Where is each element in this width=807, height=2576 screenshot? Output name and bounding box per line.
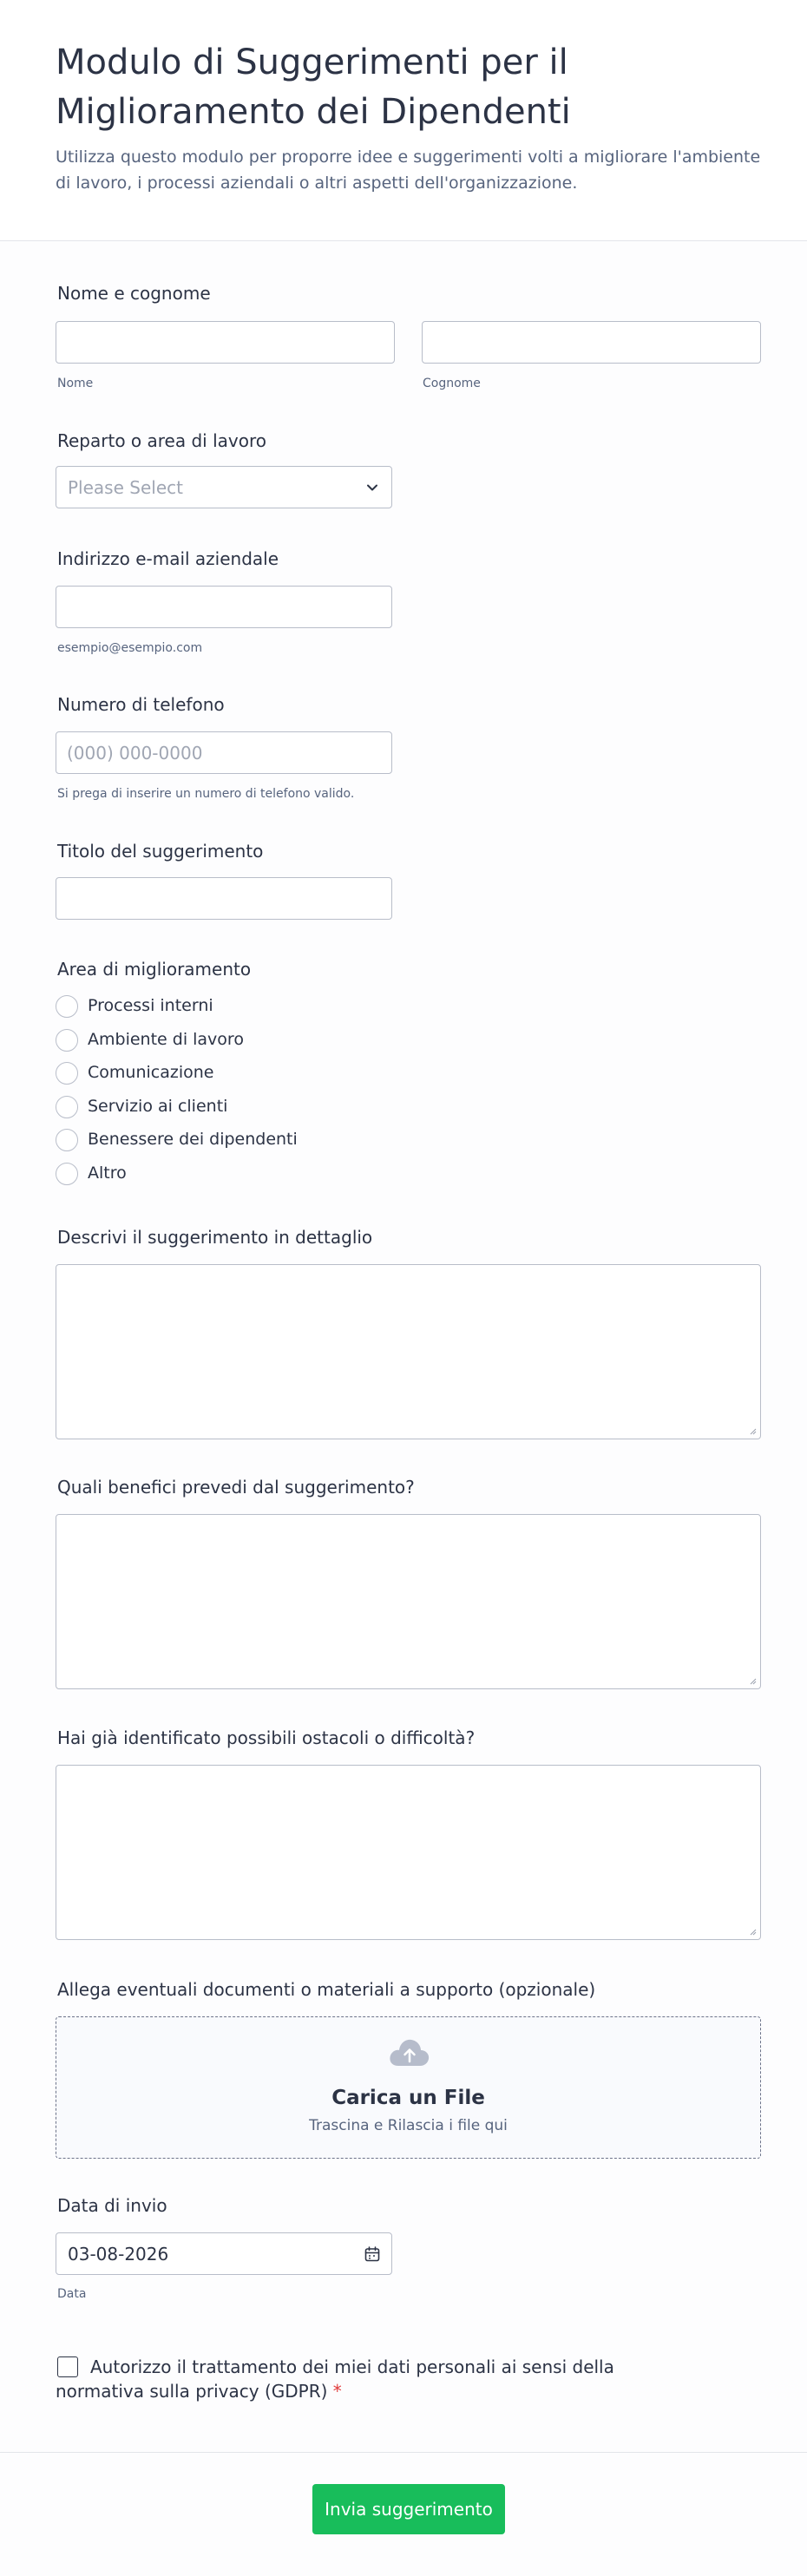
- date-value: 03-08-2026: [68, 2244, 169, 2265]
- benefits-textarea[interactable]: [56, 1514, 761, 1689]
- calendar-icon[interactable]: [364, 2245, 381, 2263]
- first-name-sublabel: Nome: [57, 377, 94, 390]
- submit-button[interactable]: Invia suggerimento: [312, 2484, 505, 2534]
- email-sublabel: esempio@esempio.com: [57, 641, 203, 655]
- upload-subtitle: Trascina e Rilascia i file qui: [309, 2117, 508, 2134]
- email-input[interactable]: [56, 586, 392, 628]
- email-label: Indirizzo e-mail aziendale: [57, 548, 279, 569]
- cloud-upload-icon: [388, 2036, 431, 2071]
- attachment-label: Allega eventuali documenti o materiali a supporto (opzionale): [57, 1979, 596, 2000]
- name-label: Nome e cognome: [57, 283, 211, 304]
- department-select[interactable]: [56, 466, 392, 508]
- chevron-down-icon: [364, 479, 381, 496]
- file-upload-dropzone[interactable]: [56, 2016, 761, 2159]
- radio-button[interactable]: [56, 1062, 78, 1085]
- consent-label: Autorizzo il trattamento dei miei dati personali ai sensi della normativa sulla privacy (GDPR): [56, 2356, 614, 2402]
- suggestion-title-label: Titolo del suggerimento: [57, 841, 264, 862]
- footer-divider: [0, 2452, 807, 2453]
- obstacles-label: Hai già identificato possibili ostacoli o difficoltà?: [57, 1727, 476, 1748]
- upload-title: Carica un File: [331, 2087, 485, 2109]
- required-asterisk: *: [332, 2381, 342, 2402]
- radio-button[interactable]: [56, 995, 78, 1018]
- benefits-label: Quali benefici prevedi dal suggerimento?: [57, 1477, 415, 1498]
- department-label: Reparto o area di lavoro: [57, 430, 266, 451]
- first-name-input[interactable]: [56, 321, 395, 364]
- radio-option-label: Benessere dei dipendenti: [88, 1130, 298, 1149]
- form-header: [0, 0, 807, 241]
- last-name-input[interactable]: [422, 321, 761, 364]
- description-textarea[interactable]: [56, 1264, 761, 1439]
- obstacles-textarea[interactable]: [56, 1765, 761, 1940]
- radio-button[interactable]: [56, 1129, 78, 1151]
- date-label: Data di invio: [57, 2195, 167, 2216]
- date-input[interactable]: [56, 2232, 392, 2275]
- radio-option-label: Servizio ai clienti: [88, 1097, 228, 1116]
- radio-option-label: Processi interni: [88, 996, 213, 1015]
- resize-handle-icon[interactable]: [748, 1927, 757, 1936]
- phone-input[interactable]: [56, 731, 392, 774]
- improvement-area-label: Area di miglioramento: [57, 959, 252, 980]
- radio-option-label: Comunicazione: [88, 1063, 214, 1082]
- radio-button[interactable]: [56, 1096, 78, 1118]
- resize-handle-icon[interactable]: [748, 1426, 757, 1435]
- radio-option-label: Ambiente di lavoro: [88, 1030, 244, 1049]
- radio-button[interactable]: [56, 1029, 78, 1052]
- consent-text: [56, 2355, 680, 2403]
- suggestion-title-input[interactable]: [56, 877, 392, 920]
- form-description: Utilizza questo modulo per proporre idee e suggerimenti volti a migliorare l'ambiente di lavoro, i processi aziendali o altri aspetti dell'organizzazione.: [56, 147, 761, 193]
- phone-sublabel: Si prega di inserire un numero di telefono valido.: [57, 787, 355, 801]
- date-sublabel: Data: [57, 2287, 87, 2301]
- form-title: Modulo di Suggerimenti per il Miglioramento dei Dipendenti: [56, 43, 571, 132]
- department-select-value: Please Select: [68, 477, 183, 498]
- last-name-sublabel: Cognome: [423, 377, 481, 390]
- resize-handle-icon[interactable]: [748, 1676, 757, 1685]
- phone-label: Numero di telefono: [57, 694, 225, 715]
- radio-button[interactable]: [56, 1163, 78, 1185]
- radio-option-label: Altro: [88, 1163, 127, 1183]
- description-label: Descrivi il suggerimento in dettaglio: [57, 1227, 373, 1248]
